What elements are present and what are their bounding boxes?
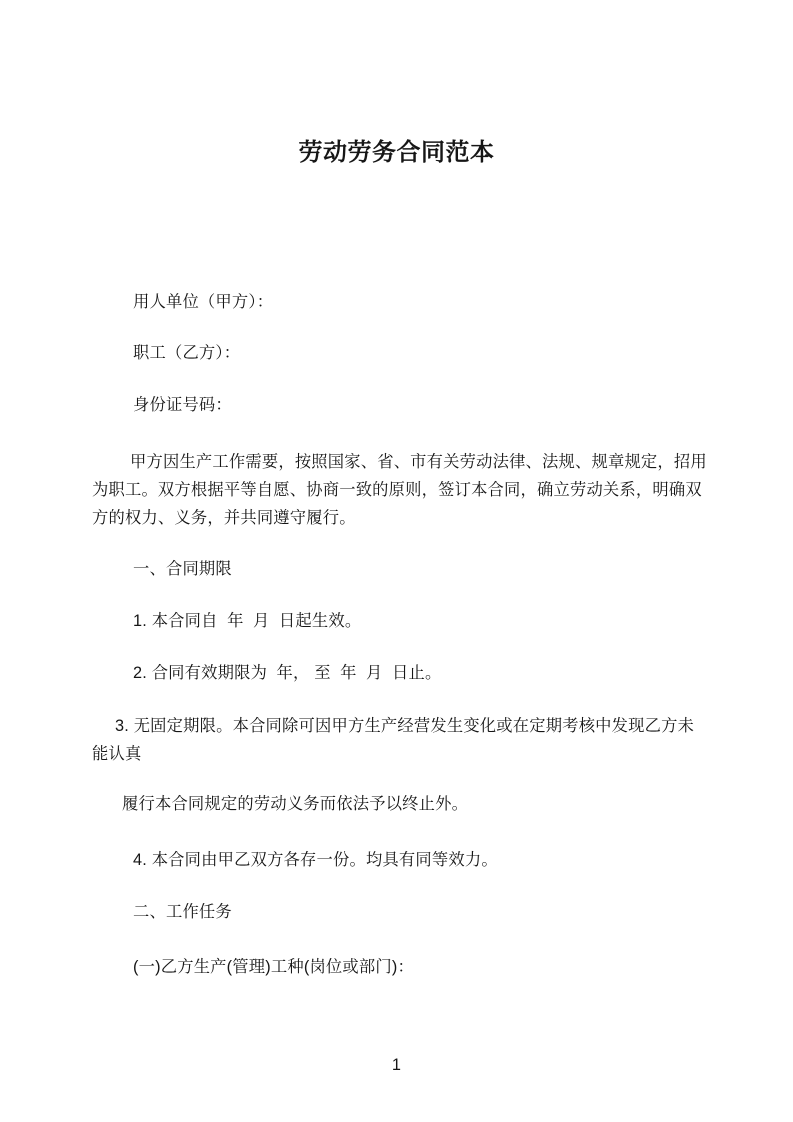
clause-1-4: 4. 本合同由甲乙双方各存一份。均具有同等效力。: [133, 851, 498, 869]
intro-line-3: 方的权力、义务，并共同遵守履行。: [92, 509, 356, 527]
clause-1-3-continuation: 履行本合同规定的劳动义务而依法予以终止外。: [122, 795, 469, 813]
section2-heading: 二、工作任务: [133, 903, 232, 921]
party-b-label: 职工（乙方）：: [133, 344, 241, 362]
document-title: 劳动劳务合同范本: [298, 139, 495, 166]
id-number-label: 身份证号码：: [133, 396, 232, 414]
intro-line-1: 甲方因生产工作需要，按照国家、省、市有关劳动法律、法规、规章规定，招用: [130, 453, 707, 471]
page-number: 1: [391, 1056, 402, 1074]
clause-2-1: (一)乙方生产(管理)工种(岗位或部门)：: [133, 958, 414, 976]
clause-1-1: 1. 本合同自 年 月 日起生效。: [133, 612, 362, 630]
party-a-label: 用人单位（甲方）：: [133, 293, 274, 311]
clause-1-2: 2. 合同有效期限为 年， 至 年 月 日止。: [133, 664, 442, 682]
clause-1-3-line-1: 3. 无固定期限。本合同除可因甲方生产经营发生变化或在定期考核中发现乙方未: [115, 717, 695, 735]
clause-1-3-line-2: 能认真: [92, 745, 142, 763]
section1-heading: 一、合同期限: [133, 560, 232, 578]
intro-line-2: 为职工。双方根据平等自愿、协商一致的原则，签订本合同，确立劳动关系，明确双: [92, 481, 702, 499]
